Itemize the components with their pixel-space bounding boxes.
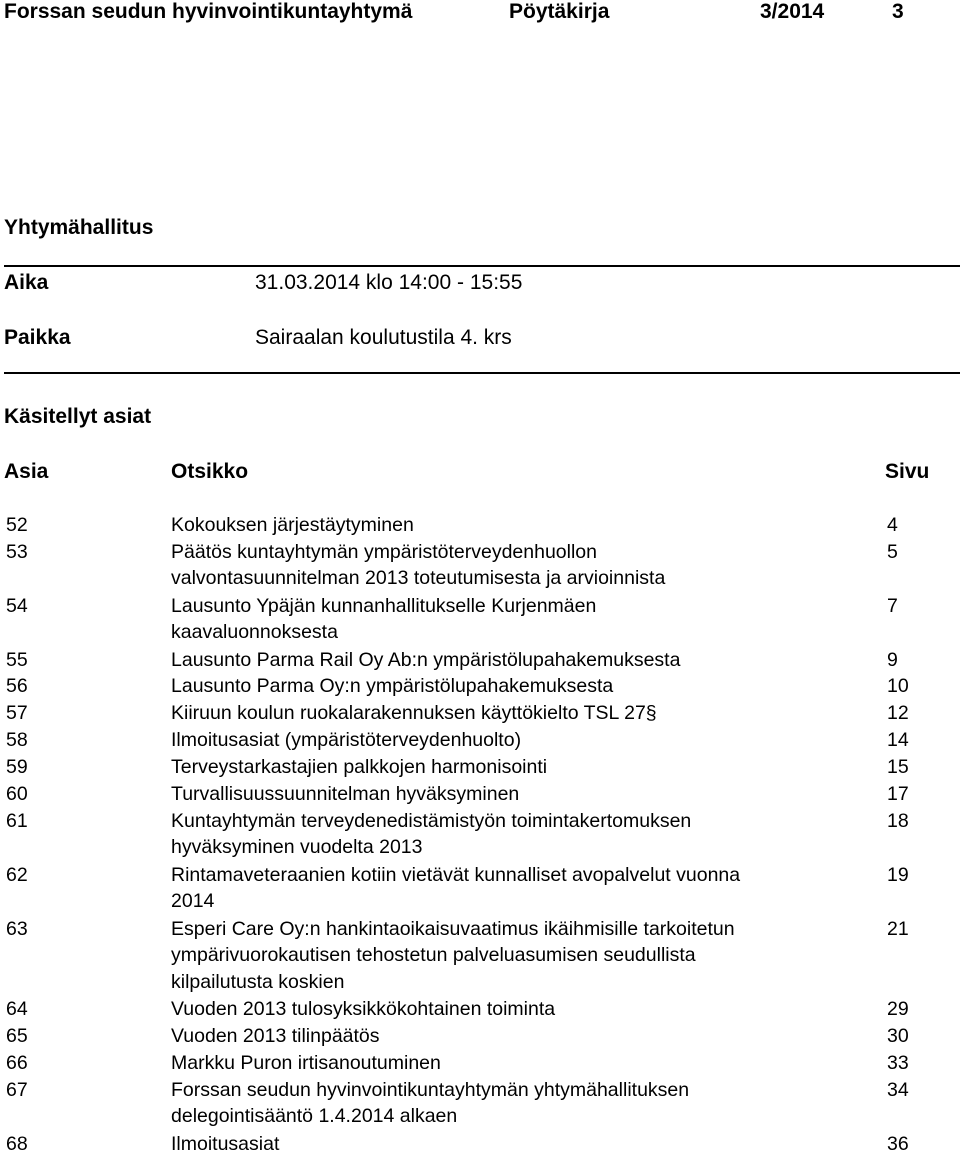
- agenda-item-title: [171, 808, 861, 861]
- place-label: Paikka: [4, 326, 71, 349]
- agenda-item-page: 34: [887, 1078, 909, 1101]
- agenda-item-number: 57: [6, 702, 28, 725]
- column-header-title: Otsikko: [171, 460, 249, 483]
- agenda-item-page: 18: [887, 809, 909, 832]
- agenda-item-title: [171, 862, 861, 915]
- agenda-item-number: 54: [6, 594, 28, 617]
- agenda-item-page: 15: [887, 756, 909, 779]
- agenda-item-title: [171, 673, 861, 700]
- agenda-item-title: [171, 1077, 861, 1130]
- agenda-item-number: 63: [6, 917, 28, 940]
- agenda-item-title-line: delegointisääntö 1.4.2014 alkaen: [171, 1105, 458, 1128]
- agenda-item-title-line: Terveystarkastajien palkkojen harmonisointi: [171, 756, 548, 779]
- agenda-item-title-line: Kiiruun koulun ruokalarakennuksen käyttökielto TSL 27§: [171, 702, 657, 725]
- agenda-item-number: 60: [6, 783, 28, 805]
- agenda-item-title-line: Kuntayhtymän terveydenedistämistyön toimintakertomuksen: [171, 809, 692, 832]
- agenda-item-number: 55: [6, 648, 28, 671]
- agenda-item-page: 30: [887, 1025, 909, 1048]
- agenda-item-title: [171, 754, 861, 781]
- agenda-item-title-line: Lausunto Parma Oy:n ympäristölupahakemuksesta: [171, 675, 614, 698]
- agenda-item-page: 29: [887, 998, 909, 1021]
- agenda-item-page: 17: [887, 783, 909, 805]
- agenda-item-title-line: Ilmoitusasiat (ympäristöterveydenhuolto): [171, 729, 522, 752]
- agenda-item-number: 68: [6, 1132, 28, 1155]
- agenda-item-title-line: Turvallisuussuunnitelman hyväksyminen: [171, 783, 520, 805]
- agenda-item-title-line: Vuoden 2013 tulosyksikkökohtainen toiminta: [171, 998, 556, 1021]
- agenda-item-title: [171, 1131, 861, 1157]
- agenda-item-title-line: Kokouksen järjestäytyminen: [171, 514, 414, 536]
- agenda-item-number: 58: [6, 729, 28, 752]
- place-value: Sairaalan koulutustila 4. krs: [255, 326, 512, 349]
- agenda-item-page: 36: [887, 1132, 909, 1155]
- agenda-item-title-line: Vuoden 2013 tilinpäätös: [171, 1025, 380, 1048]
- agenda-item-number: 64: [6, 998, 28, 1021]
- section-title: Käsitellyt asiat: [4, 405, 152, 428]
- agenda-item-page: 21: [887, 917, 909, 940]
- agenda-item-number: 62: [6, 863, 28, 886]
- agenda-item-title: [171, 916, 861, 996]
- agenda-item-page: 5: [887, 540, 898, 563]
- agenda-item-title-line: hyväksyminen vuodelta 2013: [171, 836, 423, 859]
- agenda-item-title: [171, 781, 861, 808]
- agenda-item-title: [171, 647, 861, 674]
- agenda-item-title-line: Forssan seudun hyvinvointikuntayhtymän yhtymähallituksen: [171, 1078, 690, 1101]
- agenda-item-title-line: Lausunto Ypäjän kunnanhallitukselle Kurjenmäen: [171, 594, 597, 617]
- agenda-item-title: [171, 1023, 861, 1050]
- agenda-item-number: 52: [6, 514, 28, 536]
- agenda-item-number: 59: [6, 756, 28, 779]
- agenda-item-title-line: Esperi Care Oy:n hankintaoikaisuvaatimus ikäihmisille tarkoitetun: [171, 917, 735, 940]
- header-org: Forssan seudun hyvinvointikuntayhtymä: [4, 0, 413, 23]
- agenda-item-number: 56: [6, 675, 28, 698]
- agenda-item-page: 10: [887, 675, 909, 698]
- agenda-item-number: 66: [6, 1052, 28, 1074]
- agenda-item-title-line: 2014: [171, 890, 215, 913]
- agenda-item-number: 53: [6, 540, 28, 563]
- agenda-item-page: 19: [887, 863, 909, 886]
- header-issue: 3/2014: [760, 0, 825, 23]
- agenda-item-title: [171, 539, 861, 592]
- agenda-item-page: 14: [887, 729, 909, 752]
- agenda-item-number: 65: [6, 1025, 28, 1048]
- agenda-item-title: [171, 593, 861, 646]
- header-doc-type: Pöytäkirja: [509, 0, 610, 23]
- agenda-item-title-line: Rintamaveteraanien kotiin vietävät kunnalliset avopalvelut vuonna: [171, 863, 741, 886]
- agenda-item-page: 12: [887, 702, 909, 725]
- agenda-item-title-line: ympärivuorokautisen tehostetun palveluasumisen seudullista: [171, 944, 696, 966]
- agenda-item-title: [171, 996, 861, 1023]
- column-header-item: Asia: [4, 460, 49, 483]
- agenda-item-title-line: Ilmoitusasiat: [171, 1132, 280, 1155]
- agenda-item-title: [171, 512, 861, 539]
- agenda-item-page: 33: [887, 1052, 909, 1074]
- agenda-item-page: 4: [887, 514, 898, 536]
- agenda-item-title-line: kilpailutusta koskien: [171, 970, 345, 993]
- agenda-item-page: 9: [887, 648, 898, 671]
- agenda-item-page: 7: [887, 594, 898, 617]
- agenda-item-title-line: kaavaluonnoksesta: [171, 621, 338, 644]
- agenda-item-title: [171, 727, 861, 754]
- agenda-item-title-line: Markku Puron irtisanoutuminen: [171, 1052, 441, 1074]
- agenda-item-title: [171, 1050, 861, 1077]
- time-value: 31.03.2014 klo 14:00 - 15:55: [255, 271, 523, 294]
- agenda-item-title: [171, 700, 861, 727]
- agenda-item-number: 67: [6, 1078, 28, 1101]
- time-label: Aika: [4, 271, 49, 294]
- column-header-page: Sivu: [885, 460, 930, 483]
- agenda-item-title-line: Päätös kuntayhtymän ympäristöterveydenhuollon: [171, 540, 597, 563]
- agenda-item-title-line: valvontasuunnitelman 2013 toteutumisesta ja arvioinnista: [171, 567, 666, 590]
- agenda-item-number: 61: [6, 809, 28, 832]
- agenda-item-title-line: Lausunto Parma Rail Oy Ab:n ympäristölupahakemuksesta: [171, 648, 681, 671]
- divider-bottom: [4, 372, 960, 374]
- header-page-number: 3: [892, 0, 904, 23]
- body-title: Yhtymähallitus: [4, 216, 154, 239]
- divider-top: [4, 265, 960, 267]
